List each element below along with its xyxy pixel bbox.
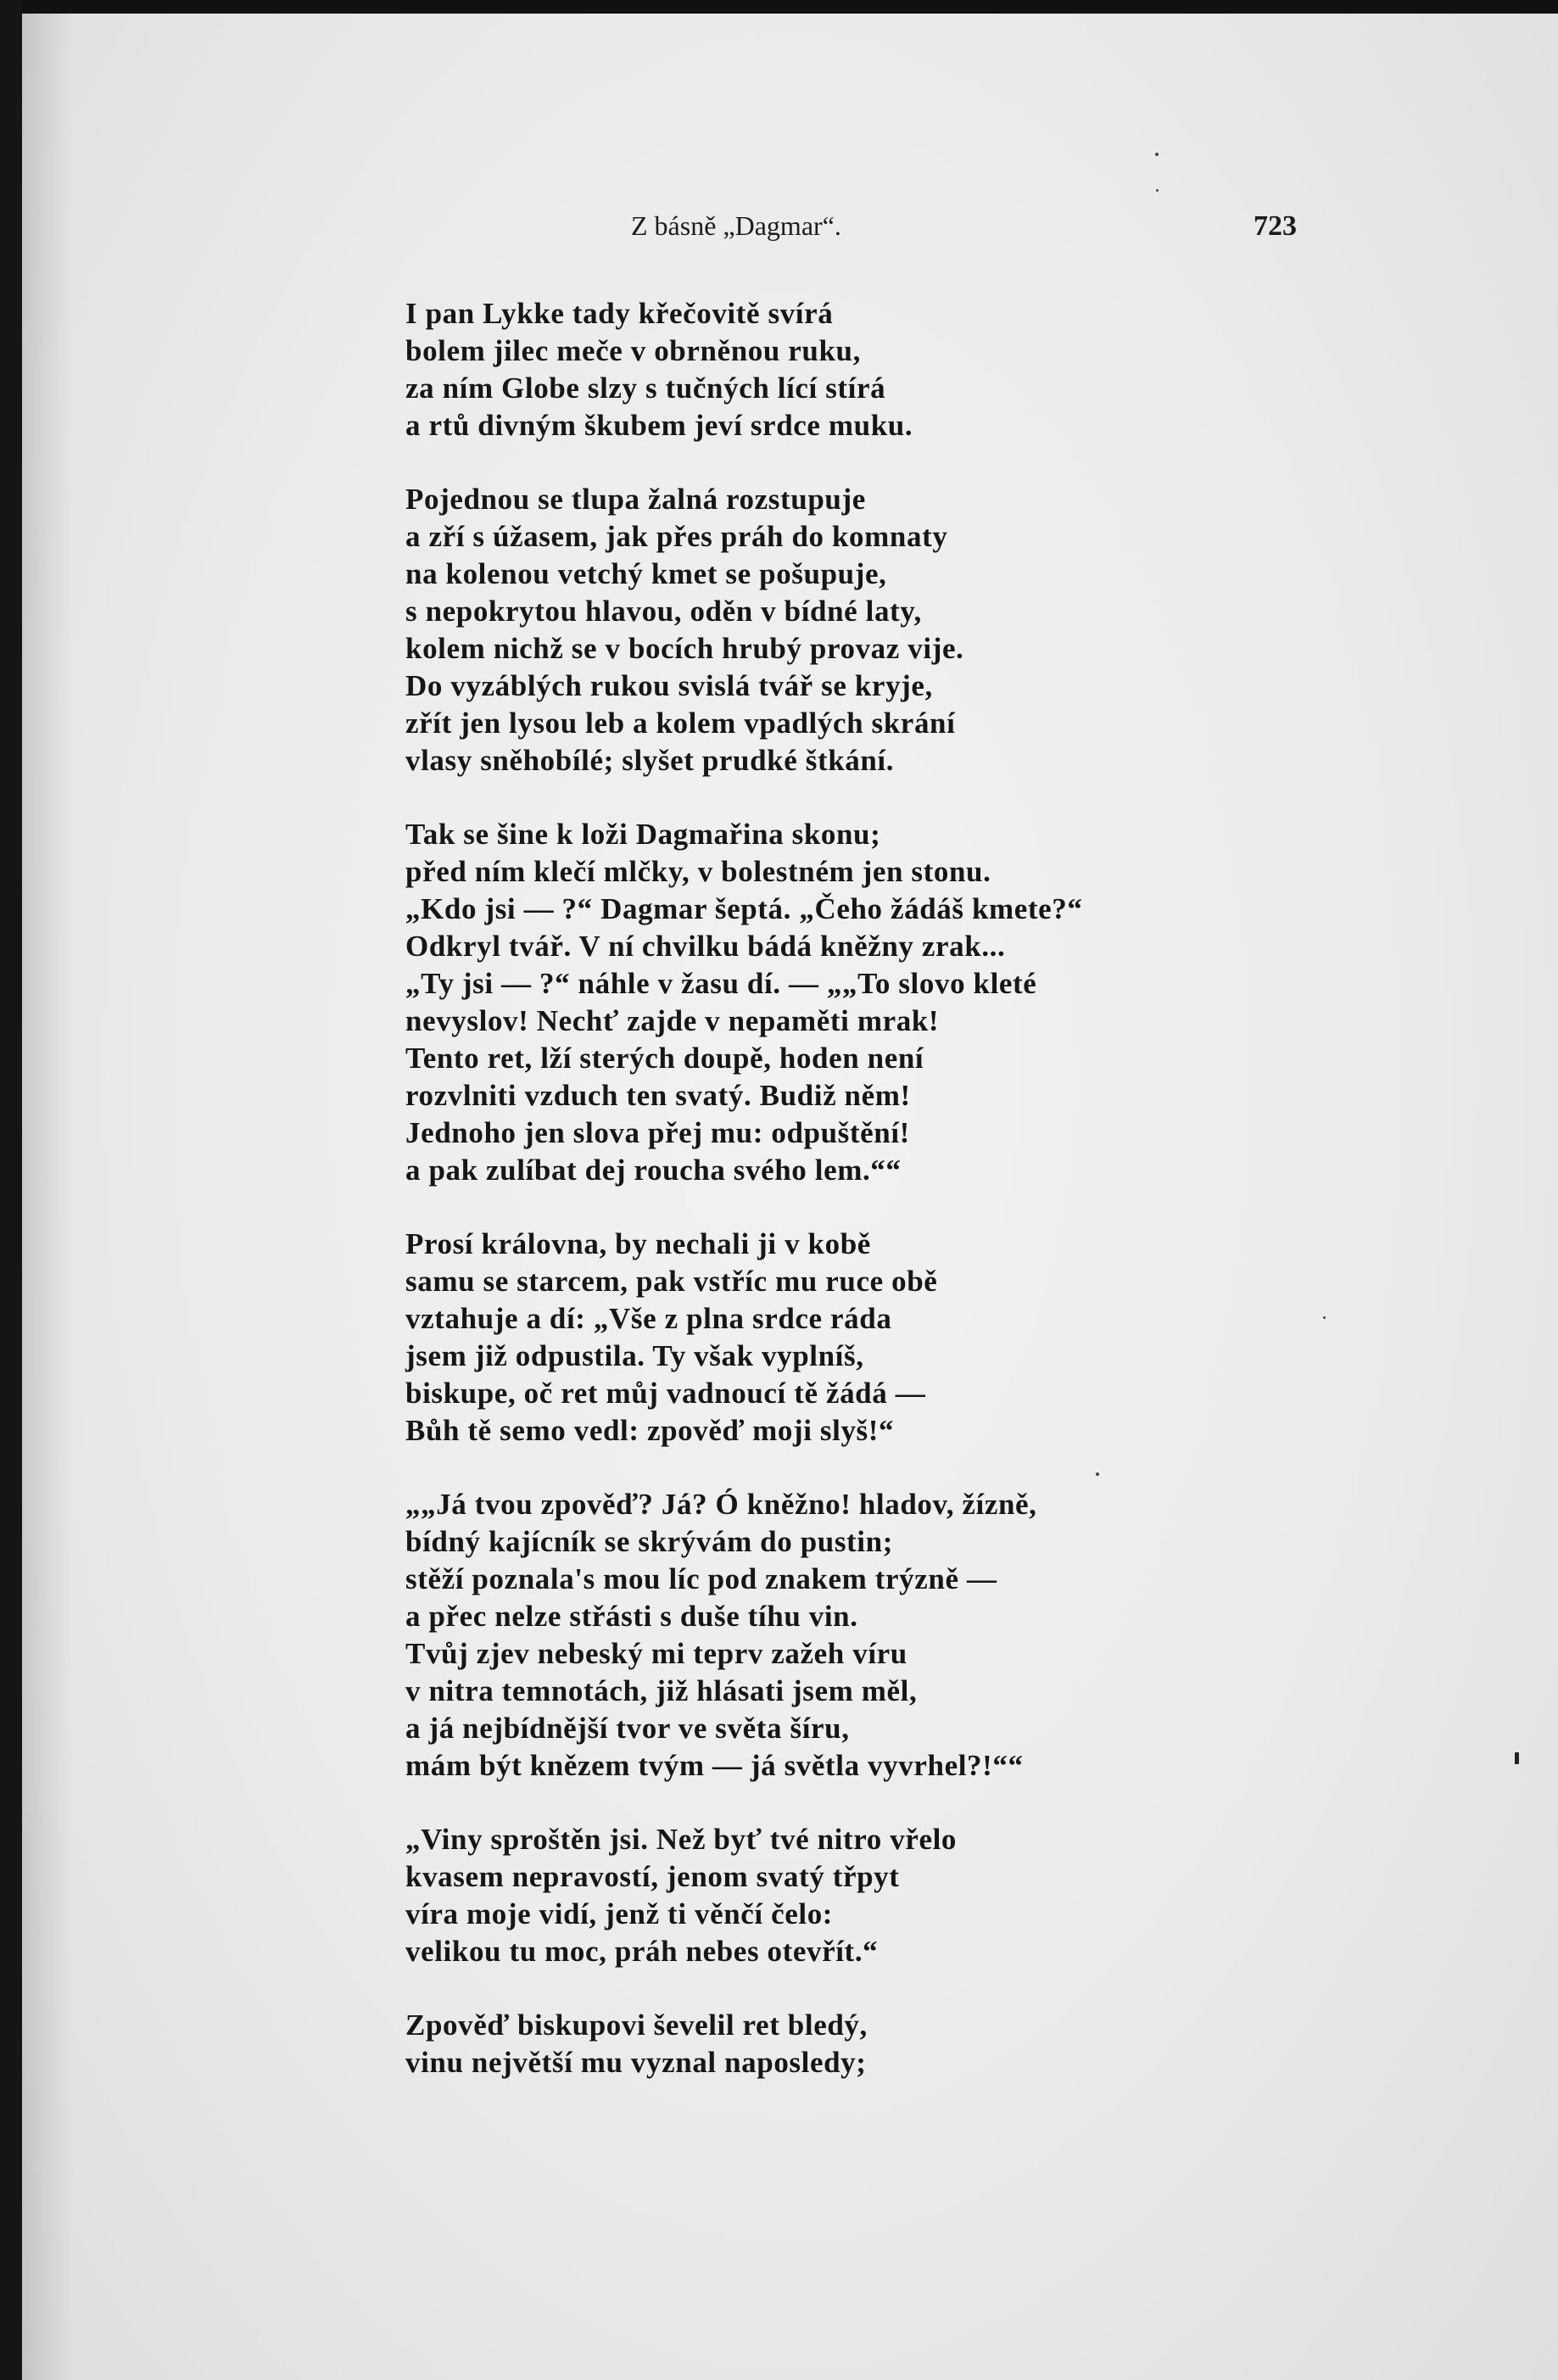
poem-line: vlasy sněhobílé; slyšet prudké štkání.: [405, 744, 895, 777]
poem-line: mám být knězem tvým — já světla vyvrhel?!““: [405, 1749, 1024, 1782]
poem-line: I pan Lykke tady křečovitě svírá: [405, 297, 834, 330]
poem-line: samu se starcem, pak vstříc mu ruce obě: [405, 1265, 938, 1298]
stanza: [405, 1821, 1440, 1970]
poem-line: „Viny sproštěn jsi. Než byť tvé nitro vřelo: [405, 1823, 958, 1856]
poem-line: a pak zulíbat dej roucha svého lem.““: [405, 1154, 902, 1187]
poem-line: v nitra temnotách, již hlásati jsem měl,: [405, 1674, 918, 1707]
poem-line: a já nejbídnější tvor ve světa šíru,: [405, 1712, 850, 1745]
poem-line: stěží poznala's mou líc pod znakem trýzně —: [405, 1562, 997, 1595]
poem-line: Jednoho jen slova přej mu: odpuštění!: [405, 1116, 910, 1149]
poem-line: a zří s úžasem, jak přes práh do komnaty: [405, 520, 948, 553]
stanza: [405, 1486, 1440, 1785]
poem-line: kvasem nepravostí, jenom svatý třpyt: [405, 1860, 900, 1893]
poem-line: Tak se šine k loži Dagmařina skonu;: [405, 818, 881, 851]
poem-line: na kolenou vetchý kmet se pošupuje,: [405, 557, 887, 590]
stanza: [405, 295, 1440, 444]
poem-line: bolem jilec meče v obrněnou ruku,: [405, 334, 861, 367]
poem-line: vztahuje a dí: „Vše z plna srdce ráda: [405, 1302, 892, 1335]
stanza: [405, 2007, 1440, 2081]
poem-line: „Ty jsi — ?“ náhle v žasu dí. — „„To slovo kleté: [405, 967, 1037, 1000]
page-gutter-shadow: [22, 14, 73, 2380]
poem-line: velikou tu moc, práh nebes otevřít.“: [405, 1935, 879, 1968]
poem-line: nevyslov! Nechť zajde v nepaměti mrak!: [405, 1004, 940, 1037]
book-page: [22, 14, 1558, 2380]
scan-border-left: [0, 0, 22, 2380]
poem-line: jsem již odpustila. Ty však vyplníš,: [405, 1339, 864, 1372]
poem-line: Tento ret, lží sterých doupě, hoden není: [405, 1042, 924, 1075]
paper-speck: [1155, 153, 1159, 156]
poem-line: bídný kajícník se skrývám do pustin;: [405, 1525, 893, 1558]
poem-line: Odkryl tvář. V ní chvilku bádá kněžny zrak...: [405, 930, 1006, 963]
poem-line: s nepokrytou hlavou, oděn v bídné laty,: [405, 595, 922, 628]
poem-line: zřít jen lysou leb a kolem vpadlých skrání: [405, 707, 956, 740]
stanza: [405, 816, 1440, 1189]
poem-line: „„Já tvou zpověď? Já? Ó kněžno! hladov, žízně,: [405, 1488, 1037, 1521]
poem-line: Bůh tě semo vedl: zpověď moji slyš!“: [405, 1414, 895, 1447]
poem-line: víra moje vidí, jenž ti věnčí čelo:: [405, 1897, 834, 1930]
poem-line: rozvlniti vzduch ten svatý. Budiž něm!: [405, 1079, 911, 1112]
poem-line: „Kdo jsi — ?“ Dagmar šeptá. „Čeho žádáš kmete?“: [405, 892, 1083, 925]
poem-line: Tvůj zjev nebeský mi teprv zažeh víru: [405, 1637, 907, 1670]
poem-line: Prosí královna, by nechali ji v kobě: [405, 1227, 871, 1260]
poem-line: Zpověď biskupovi ševelil ret bledý,: [405, 2008, 868, 2042]
stanza: [405, 1226, 1440, 1450]
stanza: [405, 481, 1440, 779]
running-head: [22, 210, 1558, 253]
poem-text: [405, 295, 1440, 2118]
poem-line: Pojednou se tlupa žalná rozstupuje: [405, 483, 866, 516]
poem-line: kolem nichž se v bocích hrubý provaz vije.: [405, 632, 964, 665]
poem-line: za ním Globe slzy s tučných lící stírá: [405, 372, 886, 405]
poem-line: a přec nelze střásti s duše tíhu vin.: [405, 1600, 858, 1633]
poem-line: biskupe, oč ret můj vadnoucí tě žádá —: [405, 1377, 926, 1410]
poem-line: vinu největší mu vyznal naposledy;: [405, 2046, 867, 2079]
poem-line: před ním klečí mlčky, v bolestném jen stonu.: [405, 855, 991, 888]
poem-line: Do vyzáblých rukou svislá tvář se kryje,: [405, 669, 933, 702]
paper-speck: [1515, 1752, 1519, 1764]
poem-line: a rtů divným škubem jeví srdce muku.: [405, 409, 913, 442]
paper-speck: [1156, 189, 1159, 192]
running-head-title: Z básně „Dagmar“.: [631, 210, 841, 241]
page-number: 723: [1254, 210, 1297, 242]
